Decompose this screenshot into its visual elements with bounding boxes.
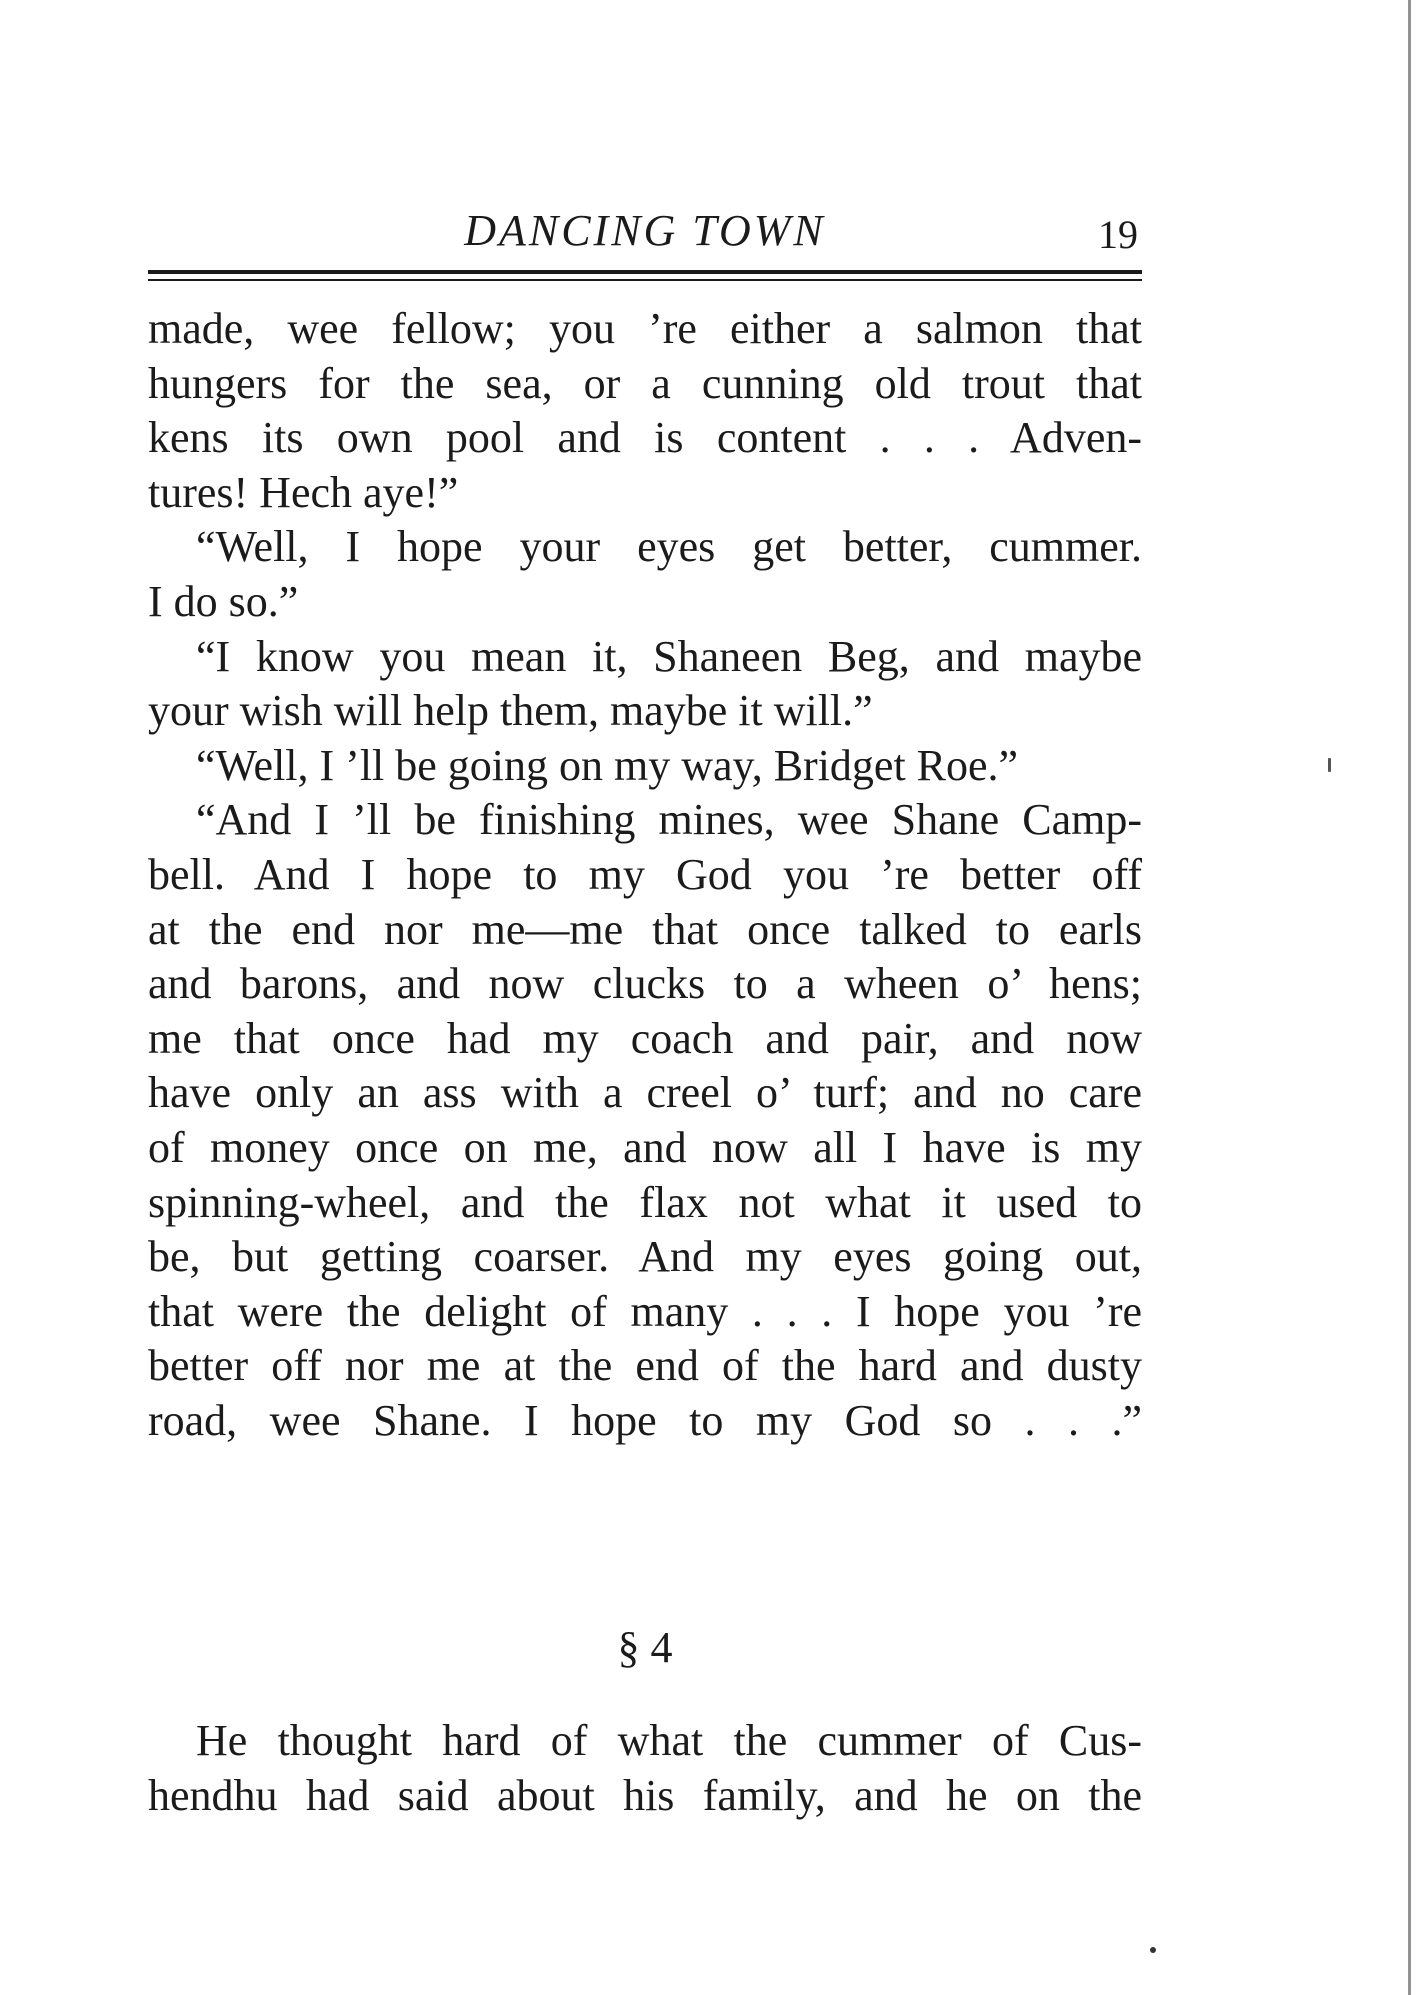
text-line: I do so.”: [148, 576, 299, 626]
section-heading: § 4: [617, 1623, 673, 1672]
text-line: at the end nor me—me that once talked to earls: [148, 904, 1142, 954]
text-line: bell. And I hope to my God you ’re better off: [148, 849, 1142, 899]
header-rule-thick: [148, 270, 1142, 274]
text-line: spinning-wheel, and the flax not what it used to: [148, 1177, 1142, 1227]
scan-mark: [1328, 758, 1331, 772]
header-rule-thin: [148, 279, 1142, 281]
text-line: of money once on me, and now all I have is my: [148, 1122, 1142, 1172]
running-title: DANCING TOWN: [464, 206, 826, 255]
text-line: “Well, I ’ll be going on my way, Bridget Roe.”: [196, 740, 1019, 790]
text-line: tures! Hech aye!”: [148, 467, 459, 517]
text-line: He thought hard of what the cummer of Cus-: [196, 1716, 1142, 1765]
body-text-top: [148, 302, 1142, 1448]
page-number: 19: [1098, 212, 1138, 257]
text-line: be, but getting coarser. And my eyes going out,: [148, 1232, 1142, 1282]
text-line: me that once had my coach and pair, and now: [148, 1013, 1142, 1063]
page-header: [148, 205, 1142, 265]
text-line: hendhu had said about his family, and he on the: [148, 1770, 1142, 1820]
text-line: made, wee fellow; you ’re either a salmon that: [148, 304, 1142, 353]
body-text-bottom: [148, 1714, 1142, 1823]
text-line: “I know you mean it, Shaneen Beg, and maybe: [196, 631, 1142, 681]
text-line: that were the delight of many . . . I hope you ’re: [148, 1286, 1142, 1336]
text-line: road, wee Shane. I hope to my God so . . .”: [148, 1395, 1142, 1445]
text-line: better off nor me at the end of the hard and dusty: [148, 1341, 1142, 1391]
text-line: kens its own pool and is content . . . Adven-: [148, 413, 1142, 463]
page-edge-shadow: [1408, 0, 1411, 1995]
text-line: “Well, I hope your eyes get better, cummer.: [196, 522, 1142, 572]
text-line: and barons, and now clucks to a wheen o’ hens;: [148, 959, 1142, 1009]
text-line: have only an ass with a creel o’ turf; and no care: [148, 1068, 1142, 1118]
text-line: “And I ’ll be finishing mines, wee Shane Camp-: [196, 795, 1142, 845]
text-line: your wish will help them, maybe it will.”: [148, 686, 873, 736]
scan-speck: [1150, 1947, 1156, 1953]
text-line: hungers for the sea, or a cunning old trout that: [148, 358, 1142, 408]
